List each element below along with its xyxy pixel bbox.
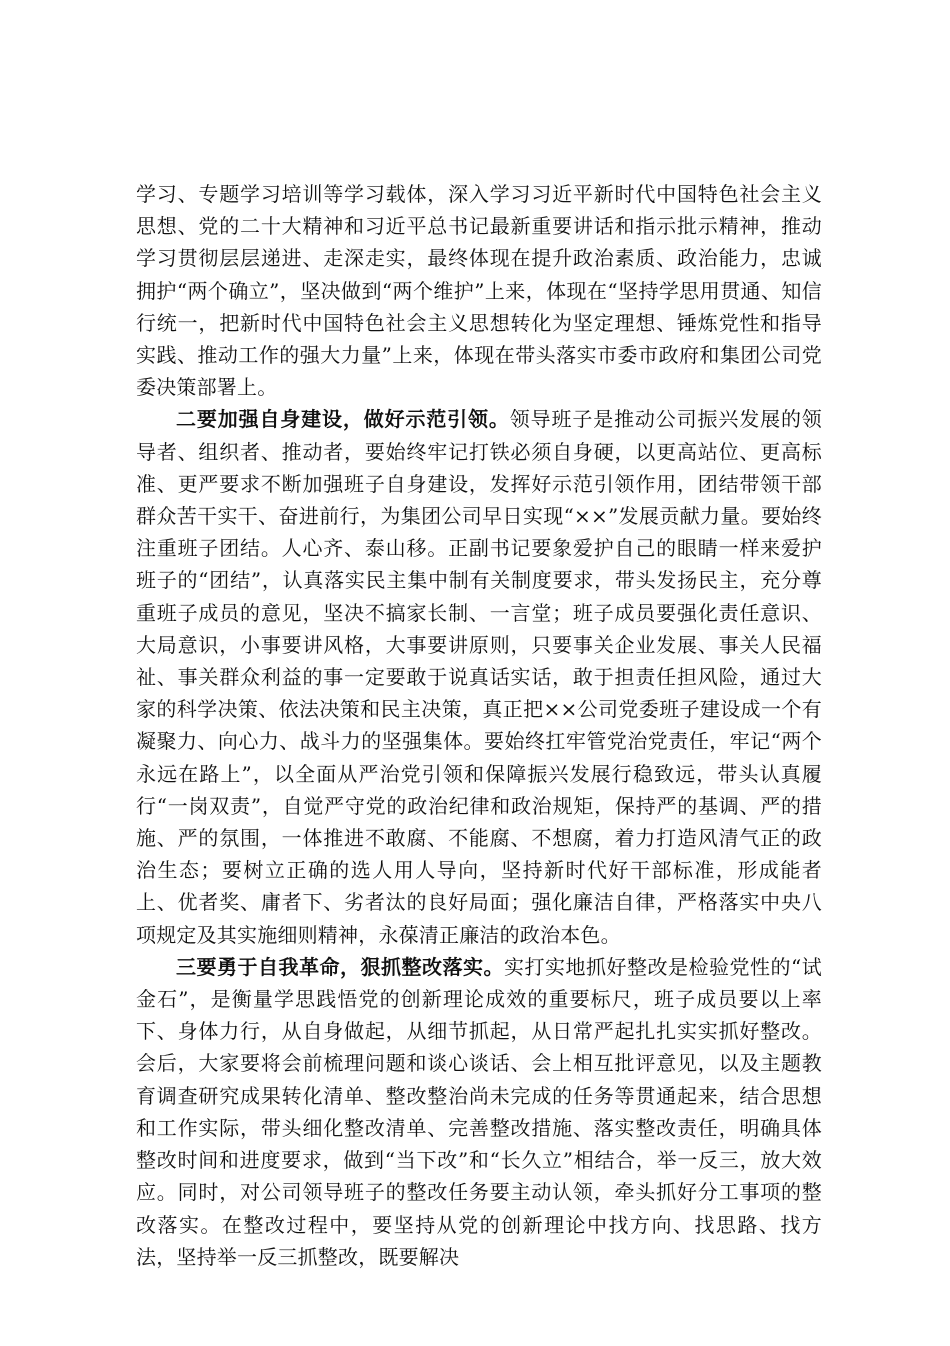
- paragraph-continued: 学习、专题学习培训等学习载体，深入学习习近平新时代中国特色社会主义思想、党的二十大精神和习近平总书记最新重要讲话和指示批示精神，推动学习贯彻层层递进、走深走实，最终体现在提升政治素质、政治能力，忠诚拥护“两个确立”，坚决做到“两个维护”上来，体现在“坚持学思用贯通、知信行统一，把新时代中国特色社会主义思想转化为坚定理想、锤炼党性和指导实践、推动工作的强大力量”上来，体现在带头落实市委市政府和集团公司党委决策部署上。: [136, 182, 822, 400]
- section-body-three: 实打实地抓好整改是检验党性的“试金石”，是衡量学思践悟党的创新理论成效的重要标尺，班子成员要以上率下、身体力行，从自身做起，从细节抓起，从日常严起扎扎实实抓好整改。会后，大家要将会前梳理问题和谈心谈话、会上相互批评意见，以及主题教育调查研究成果转化清单、整改整治尚未完成的任务等贯通起来，结合思想和工作实际，带头细化整改清单、完善整改措施、落实整改责任，明确具体整改时间和进度要求，做到“当下改”和“长久立”相结合，举一反三，放大效应。同时，对公司领导班子的整改任务要主动认领，牵头抓好分工事项的整改落实。在整改过程中，要坚持从党的创新理论中找方向、找思路、找方法，坚持举一反三抓整改，既要解决: [136, 954, 822, 1269]
- paragraph-section-two: [136, 403, 822, 950]
- section-heading-three: 三要勇于自我革命，狠抓整改落实。: [176, 954, 505, 979]
- body-text: [136, 178, 822, 1273]
- paragraph-section-three: [136, 951, 822, 1273]
- section-heading-two: 二要加强自身建设，做好示范引领。: [176, 407, 510, 432]
- section-body-two: 领导班子是推动公司振兴发展的领导者、组织者、推动者，要始终牢记打铁必须自身硬，以更高站位、更高标准、更严要求不断加强班子自身建设，发挥好示范引领作用，团结带领干部群众苦干实干、奋进前行，为集团公司早日实现“××”发展贡献力量。要始终注重班子团结。人心齐、泰山移。正副书记要象爱护自己的眼睛一样来爱护班子的“团结”，认真落实民主集中制有关制度要求，带头发扬民主，充分尊重班子成员的意见，坚决不搞家长制、一言堂；班子成员要强化责任意识、大局意识，小事要讲风格，大事要讲原则，只要事关企业发展、事关人民福祉、事关群众利益的事一定要敢于说真话实话，敢于担责任担风险，通过大家的科学决策、依法决策和民主决策，真正把××公司党委班子建设成一个有凝聚力、向心力、战斗力的坚强集体。要始终扛牢管党治党责任，牢记“两个永远在路上”，以全面从严治党引领和保障振兴发展行稳致远，带头认真履行“一岗双责”，自觉严守党的政治纪律和政治规矩，保持严的基调、严的措施、严的氛围，一体推进不敢腐、不能腐、不想腐，着力打造风清气正的政治生态；要树立正确的选人用人导向，坚持新时代好干部标准，形成能者上、优者奖、庸者下、劣者汰的良好局面；强化廉洁自律，严格落实中央八项规定及其实施细则精神，永葆清正廉洁的政治本色。: [136, 407, 823, 947]
